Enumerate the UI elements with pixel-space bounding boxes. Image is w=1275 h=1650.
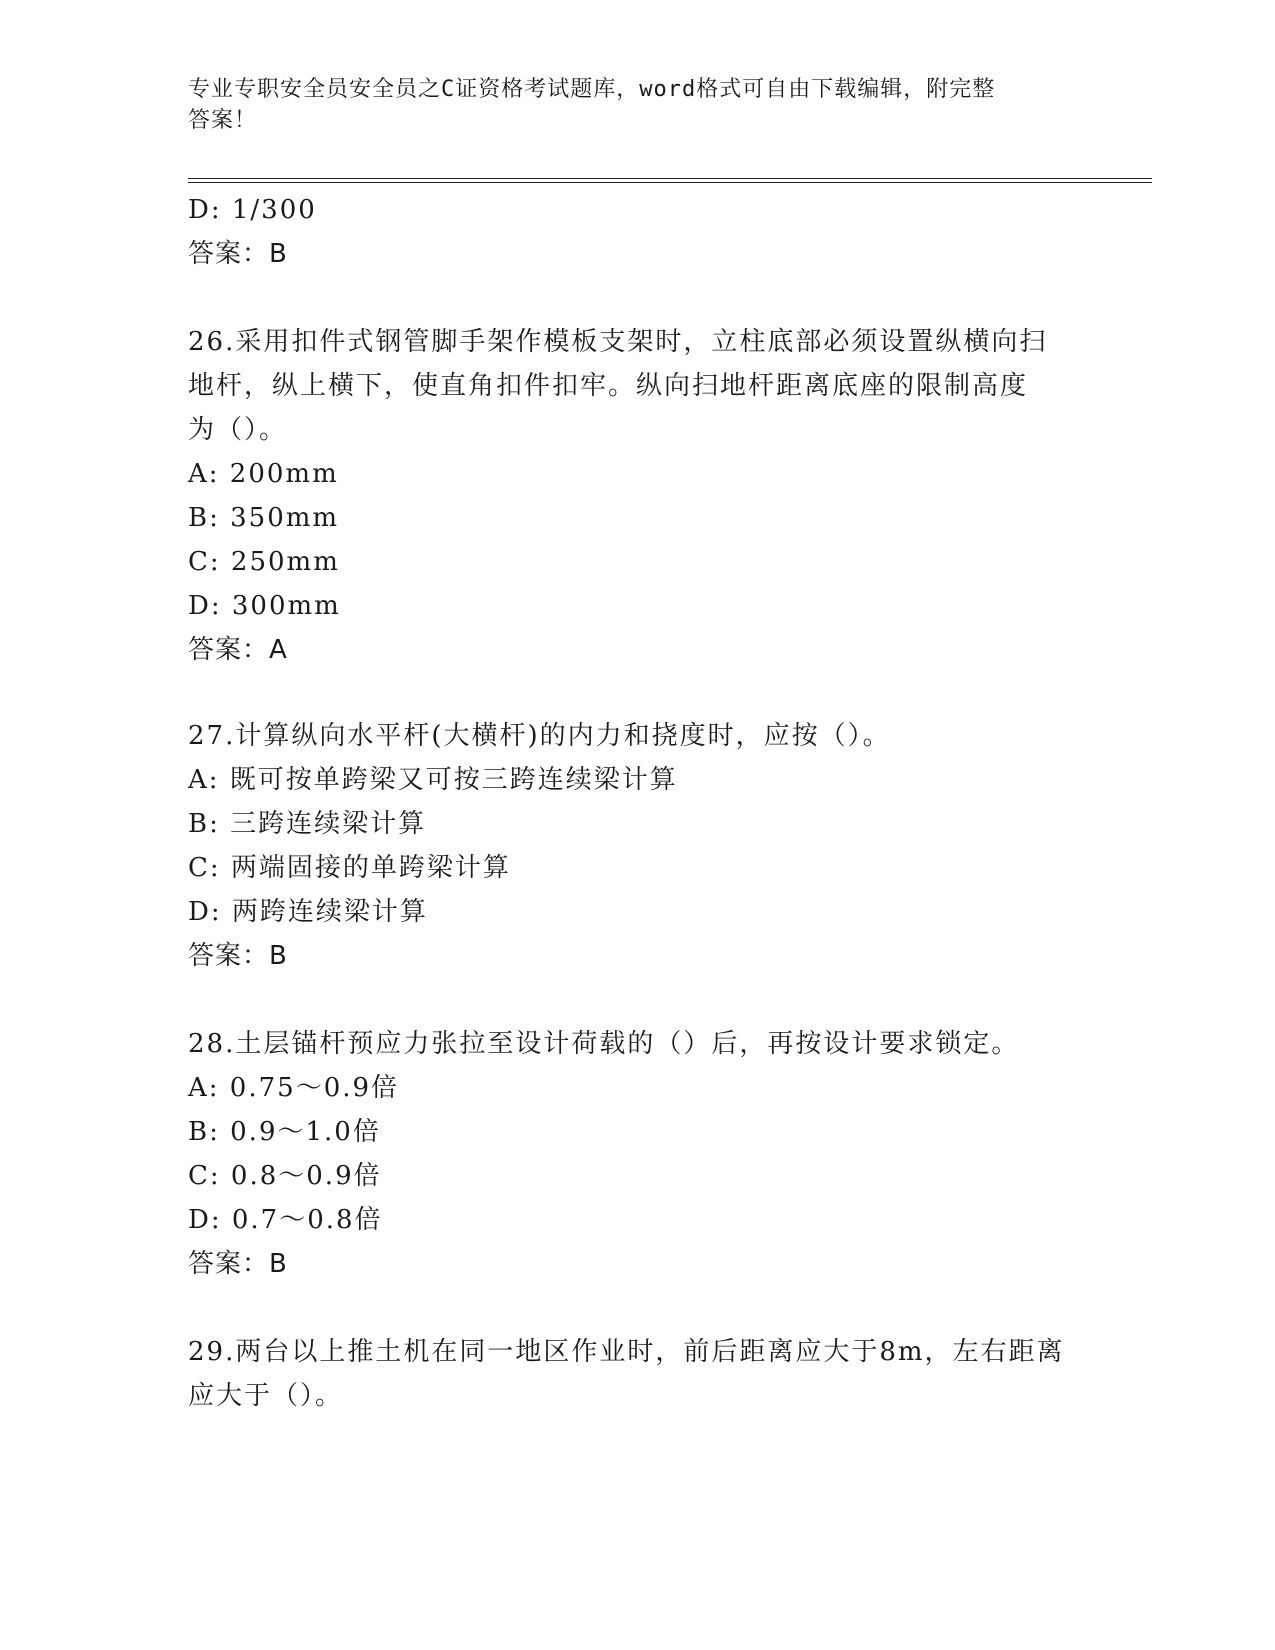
q26-option-b: B: 350mm <box>188 503 340 533</box>
header-divider-bottom <box>188 182 1152 183</box>
q27-option-b: B: 三跨连续梁计算 <box>188 809 427 839</box>
header-line-1: 专业专职安全员安全员之C证资格考试题库，word格式可自由下载编辑，附完整 <box>188 77 996 102</box>
q26-text-line-1: 26.采用扣件式钢管脚手架作模板支架时，立柱底部必须设置纵横向扫 <box>188 327 1048 357</box>
q26-option-c: C: 250mm <box>188 547 340 577</box>
q28-text-line-1: 28.土层锚杆预应力张拉至设计荷载的（）后，再按设计要求锁定。 <box>188 1029 1020 1059</box>
q26-option-a: A: 200mm <box>188 459 339 489</box>
q26-text-line-2: 地杆，纵上横下，使直角扣件扣牢。纵向扫地杆距离底座的限制高度 <box>188 371 1029 401</box>
q26-option-d: D: 300mm <box>188 591 341 621</box>
q27-option-a: A: 既可按单跨梁又可按三跨连续梁计算 <box>188 765 678 795</box>
prev-option-d: D: 1/300 <box>188 195 317 225</box>
header-divider-top <box>188 178 1152 179</box>
q27-text-line-1: 27.计算纵向水平杆(大横杆)的内力和挠度时，应按（）。 <box>188 721 891 751</box>
q26-text-line-3: 为（）。 <box>188 415 288 445</box>
document-header <box>188 74 1068 136</box>
header-line-2: 答案！ <box>188 108 258 133</box>
q27-answer: 答案：B <box>188 941 288 971</box>
q28-option-c: C: 0.8～0.9倍 <box>188 1161 382 1191</box>
q28-answer: 答案：B <box>188 1249 288 1279</box>
q28-option-b: B: 0.9～1.0倍 <box>188 1117 381 1147</box>
q28-option-a: A: 0.75～0.9倍 <box>188 1073 400 1103</box>
prev-answer: 答案：B <box>188 239 288 269</box>
q28-option-d: D: 0.7～0.8倍 <box>188 1205 383 1235</box>
q27-option-d: D: 两跨连续梁计算 <box>188 897 428 927</box>
q27-option-c: C: 两端固接的单跨梁计算 <box>188 853 511 883</box>
q29-text-line-2: 应大于（）。 <box>188 1381 344 1411</box>
q29-text-line-1: 29.两台以上推土机在同一地区作业时，前后距离应大于8m，左右距离 <box>188 1337 1065 1367</box>
q26-answer: 答案：A <box>188 635 288 665</box>
